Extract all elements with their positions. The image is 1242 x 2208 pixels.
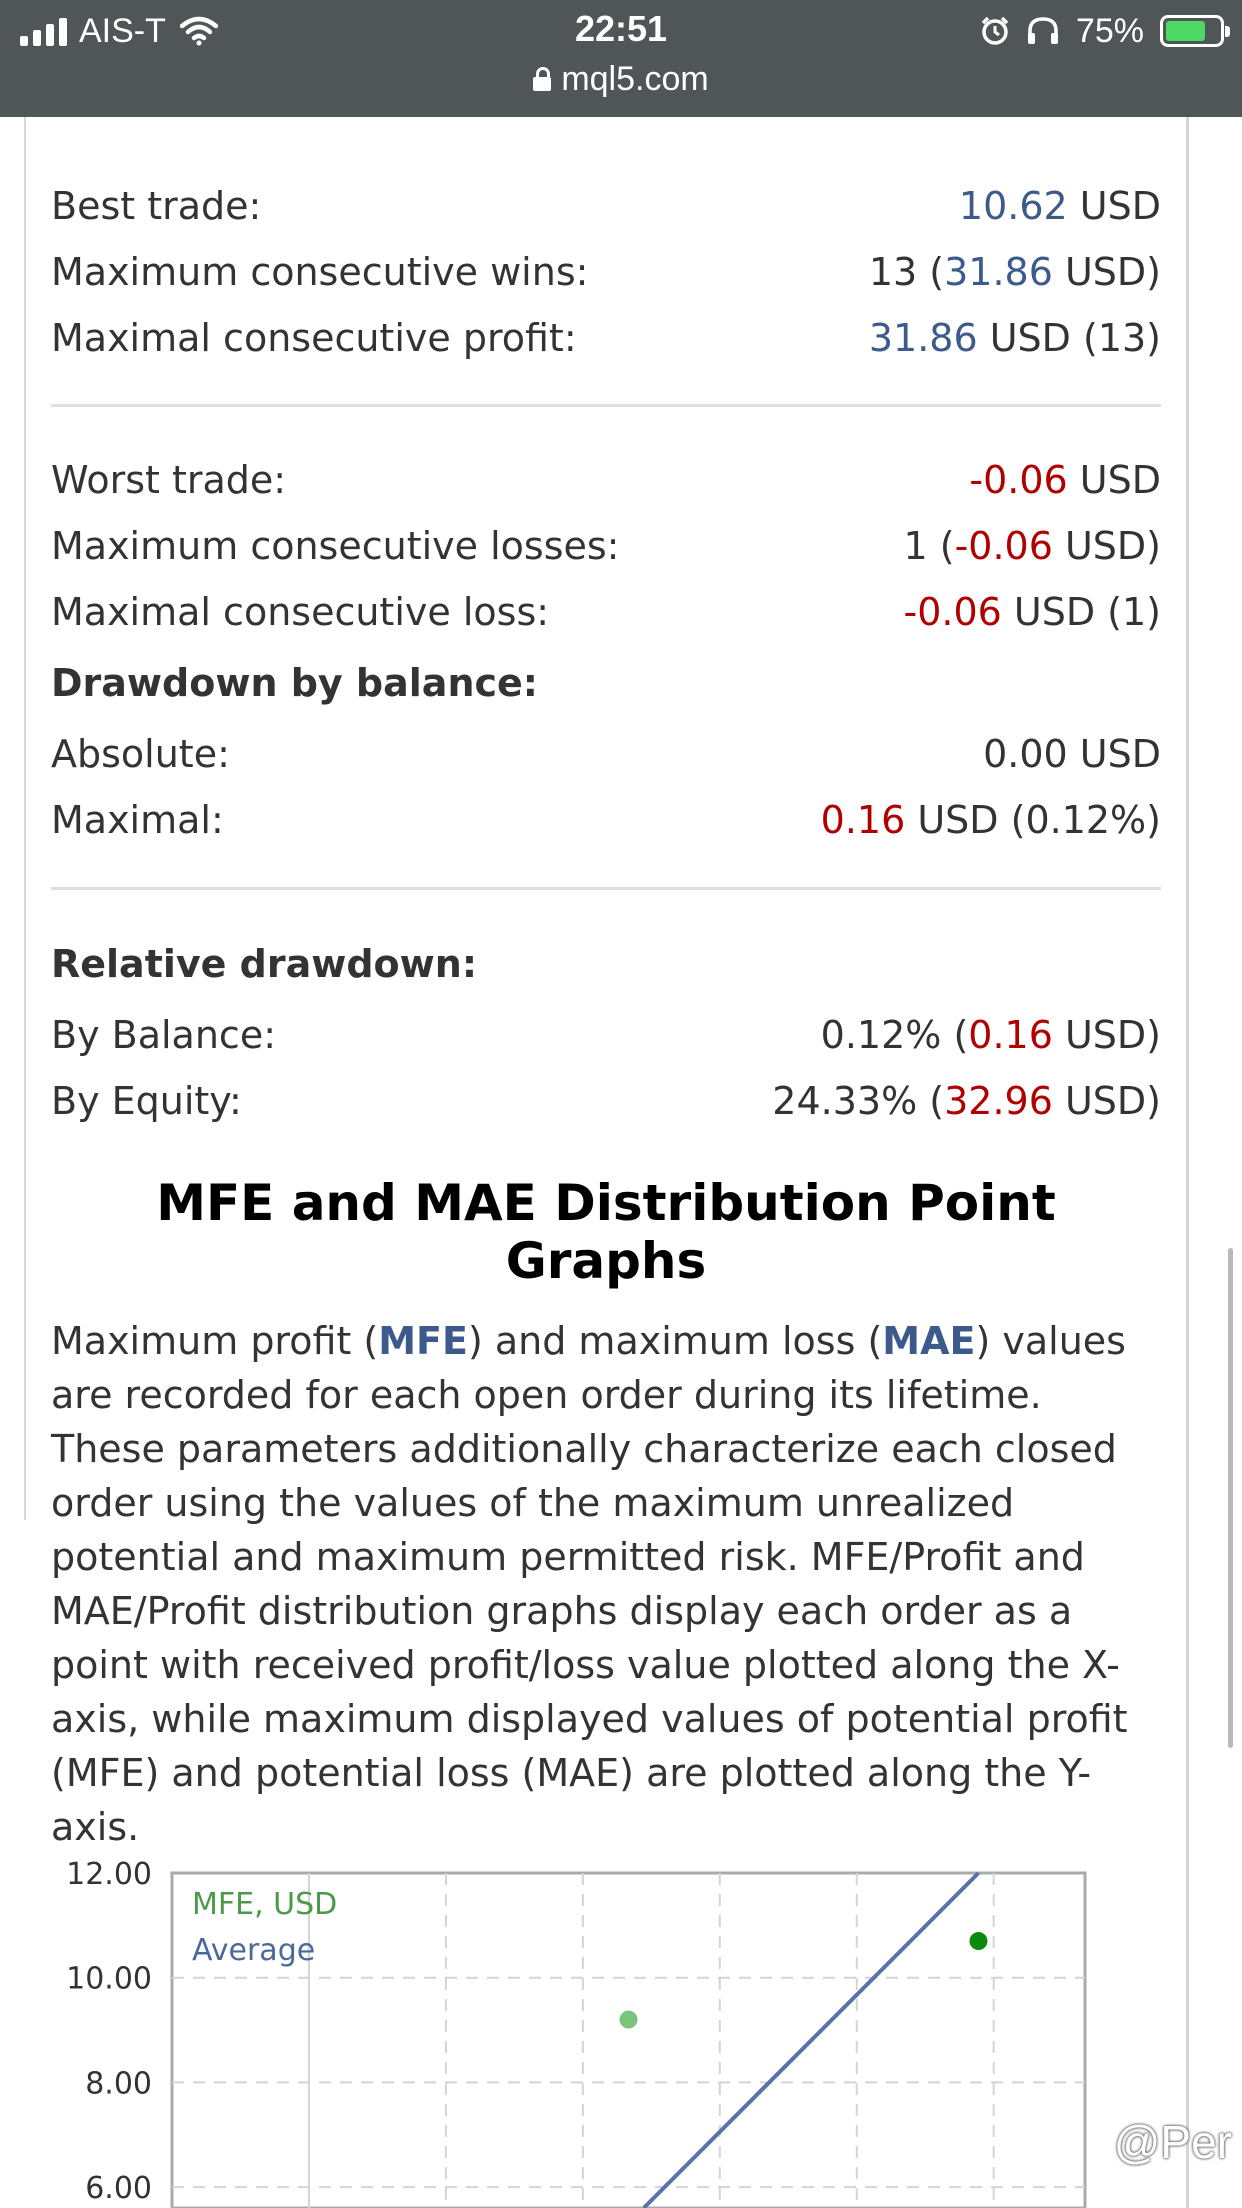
- battery-percent: 75%: [1075, 11, 1144, 50]
- legend-entry: MFE, USD: [192, 1887, 338, 1922]
- y-tick-label: 6.00: [85, 2171, 152, 2207]
- page-frame-left: [24, 117, 26, 1520]
- stat-worst-trade: [51, 447, 1161, 513]
- stat-label: By Equity:: [51, 1079, 242, 1123]
- watermark: @Per: [1113, 2116, 1232, 2168]
- stat-max-consec-wins: [51, 239, 1161, 305]
- stat-value: 13 (31.86 USD): [868, 250, 1161, 294]
- stat-value: 1 (-0.06 USD): [903, 524, 1161, 568]
- mfe-point: [620, 2011, 638, 2029]
- y-tick-label: 12.00: [66, 1857, 152, 1892]
- stat-max-consec-losses: [51, 513, 1161, 579]
- stat-label: Maximum consecutive losses:: [51, 524, 620, 568]
- y-tick-label: 10.00: [66, 1961, 152, 1997]
- relative-drawdown-title: Relative drawdown:: [51, 942, 478, 986]
- stat-rel-by-balance: [51, 1002, 1161, 1068]
- stat-value: 0.16 USD (0.12%): [820, 798, 1161, 842]
- stat-dd-absolute: [51, 721, 1161, 787]
- mfe-description: Maximum profit (MFE) and maximum loss (MAE) values are recorded for each open order during its lifetime. These parameters additionally characterize each closed order using the values of the maximum unrealized potential and maximum permitted risk. MFE/Profit and MAE/Profit distribution graphs display each order as a point with received profit/loss value plotted along the X-axis, while maximum displayed values of potential profit (MFE) and potential loss (MAE) are plotted along the Y-axis.: [51, 1319, 1128, 1849]
- url-text: mql5.com: [561, 60, 709, 98]
- y-tick-label: 8.00: [85, 2066, 152, 2102]
- stat-max-consec-loss: [51, 579, 1161, 645]
- section-heading: MFE and MAE Distribution Point Graphs: [156, 1174, 1056, 1290]
- alarm-icon: [980, 16, 1010, 46]
- stat-rel-by-equity: [51, 1068, 1161, 1134]
- status-bar: [0, 0, 1242, 117]
- stat-label: Worst trade:: [51, 458, 287, 502]
- stat-label: Absolute:: [51, 732, 230, 776]
- stat-value: 0.00 USD: [983, 732, 1161, 776]
- address-bar[interactable]: [0, 60, 1242, 99]
- stat-best-trade: [51, 173, 1161, 239]
- mfe-link[interactable]: MFE: [378, 1319, 468, 1363]
- stat-label: Maximum consecutive wins:: [51, 250, 589, 294]
- status-right: [980, 10, 1224, 52]
- stat-value: 0.12% (0.16 USD): [820, 1013, 1161, 1057]
- stat-label: Maximal:: [51, 798, 224, 842]
- stat-label: Best trade:: [51, 184, 262, 228]
- stat-value: 24.33% (32.96 USD): [772, 1079, 1161, 1123]
- mfe-point: [969, 1932, 987, 1950]
- mae-link[interactable]: MAE: [882, 1319, 976, 1363]
- stat-value: 31.86 USD (13): [868, 316, 1161, 360]
- stat-label: Maximal consecutive loss:: [51, 590, 550, 634]
- stat-value: -0.06 USD (1): [903, 590, 1161, 634]
- trade-stats: [51, 117, 1161, 1854]
- stat-dd-maximal: [51, 787, 1161, 853]
- stat-label: Maximal consecutive profit:: [51, 316, 577, 360]
- stat-max-consec-profit: [51, 305, 1161, 371]
- clock: 22:51: [574, 8, 668, 49]
- lock-icon: [533, 77, 551, 91]
- stat-label: By Balance:: [51, 1013, 276, 1057]
- drawdown-balance-title: Drawdown by balance:: [51, 661, 538, 705]
- headphones-icon: [1026, 16, 1060, 46]
- legend-entry: Average: [192, 1933, 316, 1968]
- stat-value: -0.06 USD: [969, 458, 1161, 502]
- scrollbar[interactable]: [1228, 1248, 1233, 1748]
- mfe-profit-chart: [0, 1840, 1242, 2208]
- stat-value: 10.62 USD: [958, 184, 1161, 228]
- carrier-name: AIS-T: [79, 11, 166, 50]
- battery-icon: [1160, 15, 1224, 47]
